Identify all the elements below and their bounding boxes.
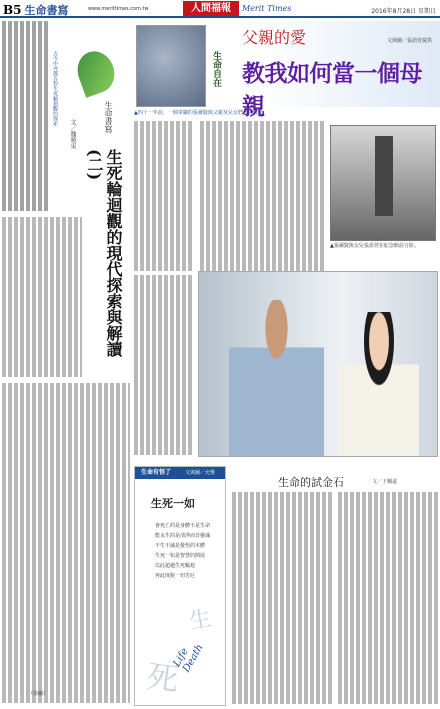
paper-english-name: Merit Times — [242, 4, 292, 13]
feature-headline: 教我如何當一個母親 — [242, 60, 422, 120]
column-name: 生命書寫 — [104, 101, 113, 133]
memorial-photo — [330, 125, 436, 241]
feature-article — [134, 21, 440, 459]
website: www.merittimes.com.tw — [88, 6, 149, 12]
family-photo — [136, 25, 206, 107]
feature-body-text — [200, 121, 326, 271]
article-body-text — [2, 21, 50, 211]
poem-line: 不生不滅是覺悟的本體 — [155, 543, 206, 549]
father-daughter-photo — [198, 271, 438, 457]
poem-line: 能永生的是清淨而非靈魂 — [155, 533, 211, 539]
poem-line: 以此超越生死輪迴 — [155, 563, 196, 569]
right-article-text — [338, 492, 438, 704]
calligraphy-art: 生 死 Life Death — [144, 606, 214, 700]
poem-line: 生死一如是智慧的開展 — [155, 553, 206, 559]
feature-body-text — [134, 121, 194, 271]
photo-caption: ▲四十一年前，一個軍職的張爾賢與父親及兒女們合影留念 — [134, 110, 263, 116]
feature-kicker: 生命自在 — [211, 51, 221, 87]
right-article-text — [232, 492, 332, 704]
poem-column — [134, 466, 226, 706]
left-article — [2, 21, 130, 706]
feature-body-text — [134, 275, 194, 455]
banner-label: 父親的愛 — [242, 28, 307, 47]
poem-title: 生死一如 — [151, 497, 195, 510]
poem-text — [155, 521, 210, 581]
feature-author: 文與圖／張語萱提供 — [386, 38, 432, 44]
column-header: 生命有悟了 文與圖／允惟 — [135, 467, 225, 479]
article-body-text — [2, 383, 130, 703]
father-figure — [229, 300, 324, 457]
life-death-text: Life Death — [171, 642, 206, 675]
article-subtitle: 古今中外都有對生死輪迴觀的探索 — [52, 51, 58, 126]
poem-line: 會死亡的是身體不是生命 — [155, 523, 211, 529]
article-title: 生死輪迴觀的現代探索與解讀(二) — [85, 149, 123, 357]
page-header — [0, 0, 440, 18]
daughter-figure — [339, 312, 419, 457]
memorial-caption: ▲張爾賢與女兒張語萱在紀念館前合影。 — [330, 243, 419, 249]
section-name: B5 生命書寫 — [3, 3, 69, 17]
article-author: 文／魏曉東 — [69, 119, 76, 149]
issue-date: 2016年8月28日 星期日 — [371, 8, 436, 15]
poem-line: 再此度脫一切苦厄 — [155, 573, 196, 579]
leaf-logo — [72, 46, 120, 98]
right-article-author: 文／王楓遠 — [372, 479, 398, 485]
continued-note: （待續） — [28, 691, 49, 697]
paper-logo: 人間福報 — [183, 1, 239, 16]
right-article-title: 生命的試金石 — [278, 476, 344, 489]
article-body-text — [2, 217, 82, 377]
